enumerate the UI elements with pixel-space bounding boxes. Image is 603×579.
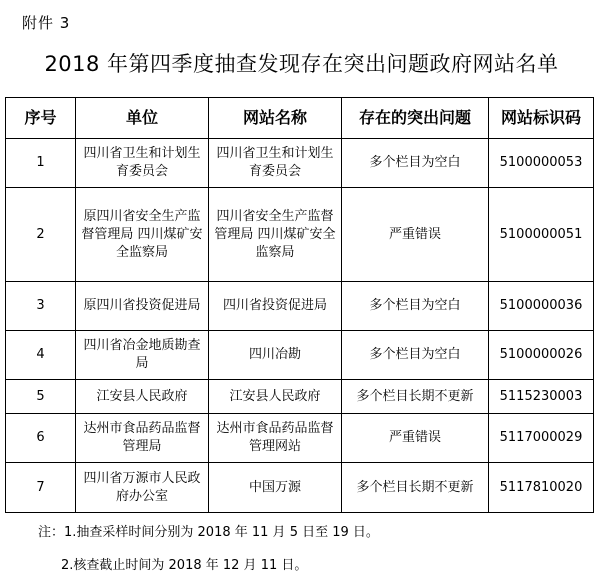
header-site-name: 网站名称	[209, 98, 342, 139]
row-problem: 多个栏目长期不更新	[342, 380, 489, 414]
row-site-name: 四川省安全生产监督管理局 四川煤矿安全监察局	[209, 188, 342, 282]
footnote-2: 2.核查截止时间为 2018 年 12 月 11 日。	[61, 558, 308, 573]
row-site-name: 江安县人民政府	[209, 380, 342, 414]
row-number: 3	[6, 282, 76, 331]
header-site-code: 网站标识码	[489, 98, 594, 139]
row-problem: 多个栏目为空白	[342, 282, 489, 331]
row-site-code: 5100000026	[489, 331, 594, 380]
table-row	[6, 414, 594, 463]
row-problem: 多个栏目长期不更新	[342, 463, 489, 513]
table-row	[6, 282, 594, 331]
header-problem: 存在的突出问题	[342, 98, 489, 139]
row-unit: 四川省万源市人民政府办公室	[76, 463, 209, 513]
row-number: 6	[6, 414, 76, 463]
header-number: 序号	[6, 98, 76, 139]
website-list-table	[5, 97, 594, 513]
table-row	[6, 380, 594, 414]
row-site-name: 四川冶勘	[209, 331, 342, 380]
row-site-name: 中国万源	[209, 463, 342, 513]
row-site-code: 5115230003	[489, 380, 594, 414]
attachment-label: 附件 3	[22, 14, 71, 32]
row-problem: 多个栏目为空白	[342, 139, 489, 188]
row-problem: 多个栏目为空白	[342, 331, 489, 380]
row-unit: 四川省卫生和计划生育委员会	[76, 139, 209, 188]
footnote-1: 注：1.抽查采样时间分别为 2018 年 11 月 5 日至 19 日。	[38, 525, 379, 540]
row-site-name: 四川省卫生和计划生育委员会	[209, 139, 342, 188]
row-number: 7	[6, 463, 76, 513]
row-site-code: 5117810020	[489, 463, 594, 513]
row-number: 1	[6, 139, 76, 188]
row-problem: 严重错误	[342, 414, 489, 463]
row-site-code: 5100000051	[489, 188, 594, 282]
row-unit: 四川省冶金地质勘查局	[76, 331, 209, 380]
row-number: 4	[6, 331, 76, 380]
table-header-row	[6, 98, 594, 139]
header-unit: 单位	[76, 98, 209, 139]
row-site-name: 四川省投资促进局	[209, 282, 342, 331]
table-row	[6, 463, 594, 513]
row-site-name: 达州市食品药品监督管理网站	[209, 414, 342, 463]
row-number: 5	[6, 380, 76, 414]
row-unit: 江安县人民政府	[76, 380, 209, 414]
row-site-code: 5117000029	[489, 414, 594, 463]
document-title: 2018 年第四季度抽查发现存在突出问题政府网站名单	[44, 52, 559, 76]
row-unit: 原四川省安全生产监督管理局 四川煤矿安全监察局	[76, 188, 209, 282]
row-problem: 严重错误	[342, 188, 489, 282]
row-number: 2	[6, 188, 76, 282]
row-unit: 原四川省投资促进局	[76, 282, 209, 331]
row-site-code: 5100000036	[489, 282, 594, 331]
table-row	[6, 331, 594, 380]
row-site-code: 5100000053	[489, 139, 594, 188]
table-row	[6, 188, 594, 282]
row-unit: 达州市食品药品监督管理局	[76, 414, 209, 463]
table-row	[6, 139, 594, 188]
